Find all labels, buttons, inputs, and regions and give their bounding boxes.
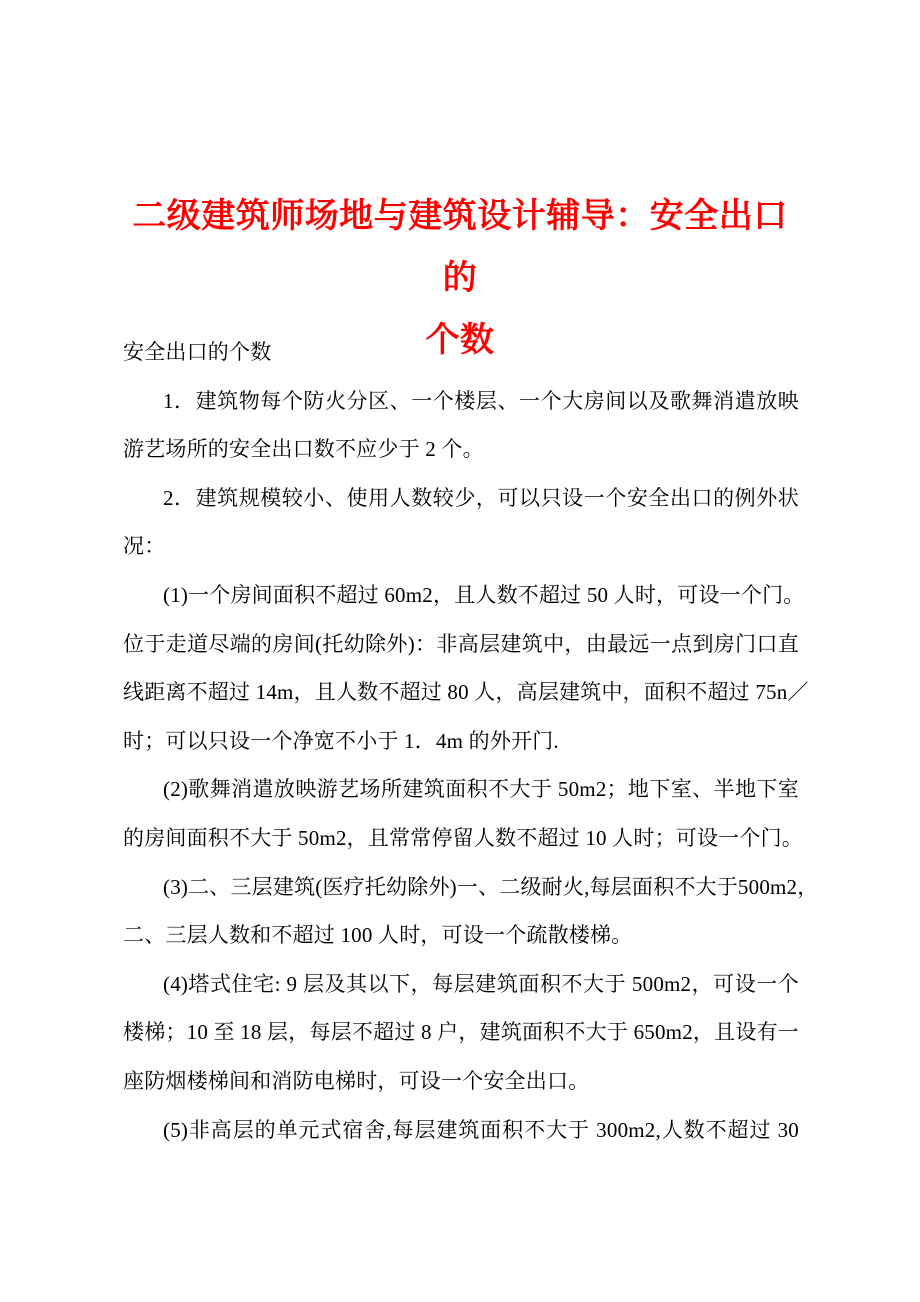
text-line-5: 况： bbox=[123, 534, 166, 559]
document-body bbox=[123, 328, 819, 1154]
title-line-1: 二级建筑师场地与建筑设计辅导：安全出口的 bbox=[132, 198, 788, 297]
text-line-1: 安全出口的个数 bbox=[123, 340, 272, 364]
text-line-12: (3)二、三层建筑(医疗托幼除外)一、二级耐火,每层面积不大于500m2， bbox=[163, 874, 819, 899]
text-line-7: 位于走道尽端的房间(托幼除外)：非高层建筑中，由最远一点到房门口直 bbox=[123, 631, 799, 656]
text-line-9: 时；可以只设一个净宽不小于 1．4m 的外开门. bbox=[123, 728, 559, 753]
text-line-11: 的房间面积不大于 50m2，且常常停留人数不超过 10 人时；可设一个门。 bbox=[123, 825, 803, 850]
text-line-16: 座防烟楼梯间和消防电梯时，可设一个安全出口。 bbox=[123, 1068, 590, 1093]
title-line-2: 个数 bbox=[425, 322, 495, 359]
text-line-2: 1．建筑物每个防火分区、一个楼层、一个大房间以及歌舞消遣放映 bbox=[163, 388, 799, 413]
text-line-3: 游艺场所的安全出口数不应少于 2 个。 bbox=[123, 437, 484, 462]
text-line-10: (2)歌舞消遣放映游艺场所建筑面积不大于 50m2；地下室、半地下室 bbox=[163, 777, 799, 802]
text-line-15: 楼梯；10 至 18 层，每层不超过 8 户，建筑面积不大于 650m2，且设有一 bbox=[123, 1020, 799, 1045]
text-line-4: 2．建筑规模较小、使用人数较少，可以只设一个安全出口的例外状 bbox=[163, 485, 799, 510]
text-line-6: (1)一个房间面积不超过 60m2，且人数不超过 50 人时，可设一个门。 bbox=[163, 582, 805, 607]
text-line-8: 线距离不超过 14m，且人数不超过 80 人，高层建筑中，面积不超过 75n／ bbox=[123, 680, 809, 705]
text-line-14: (4)塔式住宅: 9 层及其以下，每层建筑面积不大于 500m2，可设一个 bbox=[163, 971, 799, 996]
text-line-13: 二、三层人数和不超过 100 人时，可设一个疏散楼梯。 bbox=[123, 923, 633, 948]
text-line-17: (5)非高层的单元式宿舍,每层建筑面积不大于 300m2,人数不超过 30 bbox=[163, 1117, 799, 1142]
